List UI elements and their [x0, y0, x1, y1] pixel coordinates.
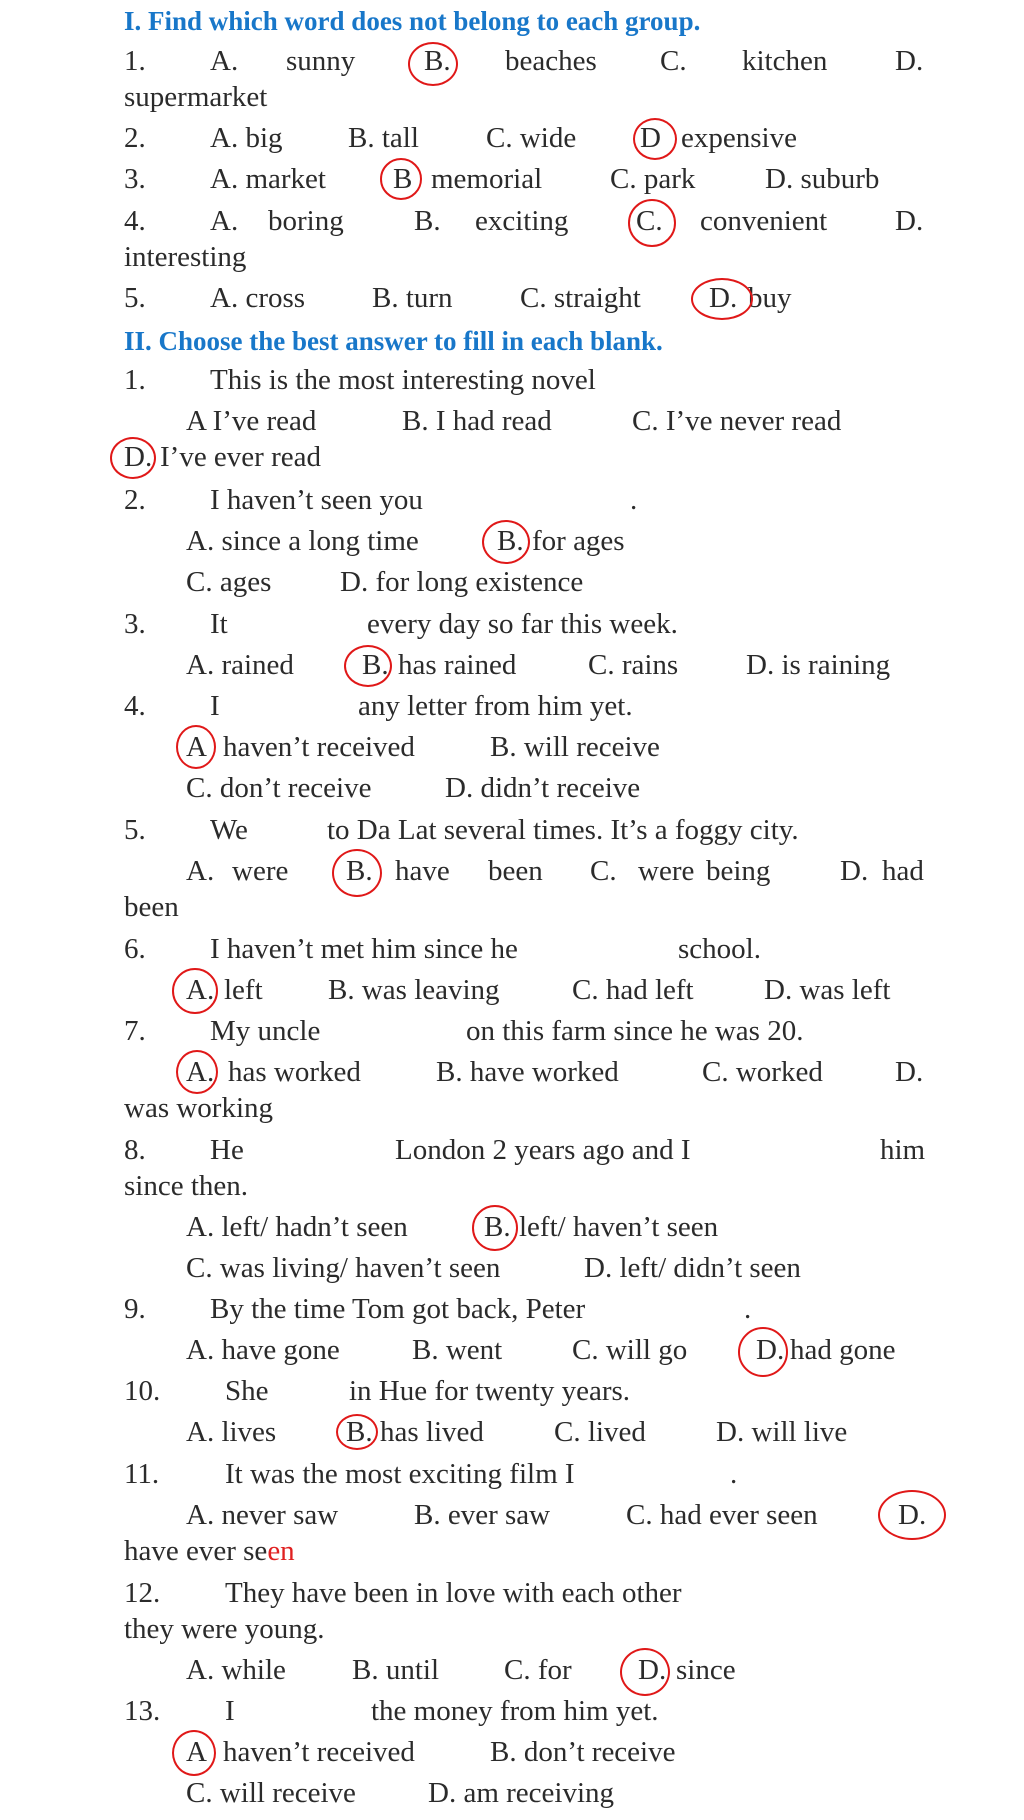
question-number: 13. — [124, 1695, 161, 1727]
question-stem-2: every day so far this week. — [367, 608, 678, 640]
option-d-label: D. — [756, 1334, 785, 1366]
question-stem: My uncle — [210, 1015, 321, 1047]
option-b: B. ever saw — [414, 1499, 551, 1531]
option-b-text: has lived — [380, 1416, 484, 1448]
option-b-label: B. — [346, 1416, 373, 1448]
option-d: D. was left — [764, 974, 891, 1006]
option-d-text-2: been — [124, 891, 179, 923]
option-b-text: beaches — [505, 45, 597, 77]
question-number: 7. — [124, 1015, 146, 1047]
option-c: C. ages — [186, 566, 272, 598]
option-c-label: C. — [660, 45, 687, 77]
option-a: A. have gone — [186, 1334, 340, 1366]
section-1-heading: I. Find which word does not belong to each group. — [124, 6, 701, 36]
section-2-heading: II. Choose the best answer to fill in each blank. — [124, 326, 663, 356]
option-a-text: were — [232, 855, 289, 887]
option-d-label: D. — [709, 282, 738, 314]
option-c: C. was living/ haven’t seen — [186, 1252, 501, 1284]
option-c: C. rains — [588, 649, 679, 681]
option-a-label: A. — [210, 45, 239, 77]
handwritten-correction: en — [267, 1535, 295, 1567]
option-d-label: D. — [124, 441, 153, 473]
option-a: A. cross — [210, 282, 306, 314]
option-c: C. park — [610, 163, 696, 195]
question-stem: We — [210, 814, 248, 846]
option-b: B. until — [352, 1654, 440, 1686]
question-number: 5. — [124, 814, 146, 846]
question-number: 8. — [124, 1134, 146, 1166]
option-d: D. am receiving — [428, 1777, 615, 1809]
option-b-text: for ages — [532, 525, 625, 557]
option-d-text: I’ve ever read — [160, 441, 321, 473]
question-stem: It — [210, 608, 228, 640]
question-number: 11. — [124, 1458, 160, 1490]
option-d: D. suburb — [765, 163, 880, 195]
option-d-text: buy — [748, 282, 792, 314]
option-a: A. while — [186, 1654, 286, 1686]
option-c: C. I’ve never read — [632, 405, 842, 437]
option-b-label: B. — [424, 45, 451, 77]
option-b: B. have worked — [436, 1056, 619, 1088]
option-d-label: D. — [895, 45, 924, 77]
question-stem: They have been in love with each other — [225, 1577, 682, 1609]
question-number: 6. — [124, 933, 146, 965]
option-c: C. will receive — [186, 1777, 356, 1809]
question-stem-end: . — [730, 1458, 738, 1490]
option-b-label: B. — [497, 525, 524, 557]
option-b-label: B. — [484, 1211, 511, 1243]
option-b: B. tall — [348, 122, 419, 154]
option-b-text: exciting — [475, 205, 569, 237]
question-stem-end: . — [744, 1293, 752, 1325]
option-b-text-2: been — [488, 855, 543, 887]
question-stem-3: him — [880, 1134, 926, 1166]
question-stem: I haven’t met him since he — [210, 933, 518, 965]
question-stem: This is the most interesting novel — [210, 364, 596, 396]
question-number: 1. — [124, 364, 146, 396]
question-stem: I — [210, 690, 220, 722]
question-number: 3. — [124, 608, 146, 640]
option-c: C. straight — [520, 282, 641, 314]
option-c: C. worked — [702, 1056, 823, 1088]
option-c: C. don’t receive — [186, 772, 372, 804]
option-b-label: B. — [362, 649, 389, 681]
question-stem: He — [210, 1134, 244, 1166]
question-stem-2: on this farm since he was 20. — [466, 1015, 804, 1047]
question-stem-2: in Hue for twenty years. — [349, 1375, 631, 1407]
option-b-text: has rained — [398, 649, 517, 681]
question-number: 10. — [124, 1375, 161, 1407]
option-d: D. will live — [716, 1416, 848, 1448]
question-stem-2: to Da Lat several times. It’s a foggy city. — [327, 814, 799, 846]
question-stem-2: school. — [678, 933, 761, 965]
option-b: B. don’t receive — [490, 1736, 676, 1768]
option-b-text: left/ haven’t seen — [519, 1211, 719, 1243]
option-b-text: have — [395, 855, 450, 887]
option-b: B. went — [412, 1334, 503, 1366]
question-number: 2. — [124, 122, 146, 154]
question-number: 12. — [124, 1577, 161, 1609]
question-stem-4: since then. — [124, 1170, 249, 1202]
option-a-label: A. — [186, 974, 215, 1006]
question-stem-2: they were young. — [124, 1613, 325, 1645]
option-d-text: since — [676, 1654, 736, 1686]
option-d: D. is raining — [746, 649, 891, 681]
option-a: A. market — [210, 163, 326, 195]
option-c-label: C. — [636, 205, 663, 237]
option-c-text: convenient — [700, 205, 828, 237]
option-d-text: had — [882, 855, 924, 887]
option-d-label: D. — [840, 855, 869, 887]
option-a-label: A. — [186, 1056, 215, 1088]
option-c-text: were — [638, 855, 695, 887]
option-a-text: haven’t received — [223, 1736, 415, 1768]
question-stem-2: any letter from him yet. — [358, 690, 633, 722]
option-a-label: A. — [186, 855, 215, 887]
option-d-text: interesting — [124, 241, 247, 273]
option-b-label: B. — [414, 205, 441, 237]
option-a-text: haven’t received — [223, 731, 415, 763]
question-stem-2: London 2 years ago and I — [395, 1134, 691, 1166]
option-d: D. didn’t receive — [445, 772, 641, 804]
question-number: 5. — [124, 282, 146, 314]
option-a-label: A. — [210, 205, 239, 237]
option-a: A. big — [210, 122, 283, 154]
option-c-text-2: being — [706, 855, 771, 887]
option-c: C. wide — [486, 122, 577, 154]
option-c: C. will go — [572, 1334, 688, 1366]
question-number: 4. — [124, 690, 146, 722]
option-b-label: B. — [346, 855, 373, 887]
option-a-text: has worked — [228, 1056, 361, 1088]
question-stem: By the time Tom got back, Peter — [210, 1293, 586, 1325]
option-d-label: D. — [638, 1654, 667, 1686]
option-a: A. since a long time — [186, 525, 419, 557]
option-d-text: supermarket — [124, 81, 268, 113]
option-d: D. left/ didn’t seen — [584, 1252, 801, 1284]
option-b: B. turn — [372, 282, 453, 314]
question-number: 4. — [124, 205, 146, 237]
question-stem: It was the most exciting film I — [225, 1458, 575, 1490]
option-a: A. left/ hadn’t seen — [186, 1211, 408, 1243]
option-d-label: D. — [895, 205, 924, 237]
option-c: C. had ever seen — [626, 1499, 818, 1531]
option-c: C. for — [504, 1654, 572, 1686]
option-a-label: A — [186, 1736, 207, 1768]
option-d: D. for long existence — [340, 566, 584, 598]
option-d-text: was working — [124, 1092, 274, 1124]
option-d-text: have ever seen — [124, 1535, 295, 1567]
option-b: B. was leaving — [328, 974, 500, 1006]
option-a: A. never saw — [186, 1499, 339, 1531]
question-stem-end: . — [630, 484, 638, 516]
option-a-text: sunny — [286, 45, 356, 77]
question-number: 9. — [124, 1293, 146, 1325]
option-b: B. I had read — [402, 405, 552, 437]
option-c: C. lived — [554, 1416, 646, 1448]
option-a: A I’ve read — [186, 405, 317, 437]
option-d-text: expensive — [681, 122, 797, 154]
option-b-text: memorial — [431, 163, 543, 195]
question-number: 1. — [124, 45, 146, 77]
option-c: C. had left — [572, 974, 694, 1006]
option-c-text: kitchen — [742, 45, 828, 77]
option-a: A. rained — [186, 649, 294, 681]
option-b: B. will receive — [490, 731, 660, 763]
option-c-label: C. — [590, 855, 617, 887]
option-a: A. lives — [186, 1416, 277, 1448]
question-stem: I — [225, 1695, 235, 1727]
question-stem: I haven’t seen you — [210, 484, 423, 516]
question-number: 3. — [124, 163, 146, 195]
question-stem: She — [225, 1375, 269, 1407]
option-a-label: A — [186, 731, 207, 763]
question-stem-2: the money from him yet. — [371, 1695, 659, 1727]
option-d-label: D — [640, 122, 661, 154]
option-a-text: left — [224, 974, 263, 1006]
option-d-label: D. — [895, 1056, 924, 1088]
option-d-text: had gone — [790, 1334, 896, 1366]
option-b-label: B — [393, 163, 413, 195]
question-number: 2. — [124, 484, 146, 516]
option-d-label: D. — [898, 1499, 927, 1531]
option-a-text: boring — [268, 205, 344, 237]
